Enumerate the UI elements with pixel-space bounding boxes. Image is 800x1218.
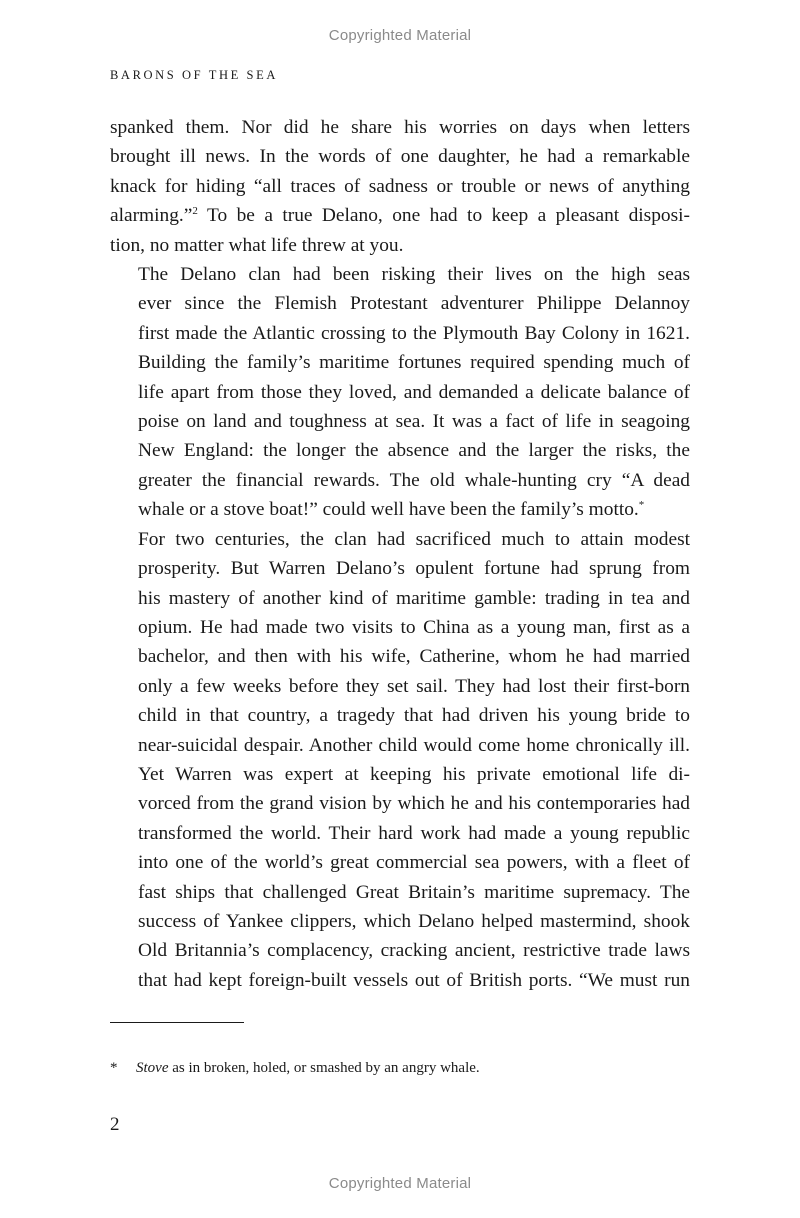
text-line: transformed the world. Their hard work had made a young republic — [138, 822, 690, 844]
text-line: tion, no matter what life threw at you. — [110, 234, 404, 256]
text-line: child in that country, a tragedy that had driven his young bride to — [138, 705, 690, 727]
footnote-term: Stove — [136, 1060, 169, 1076]
paragraph-1 — [110, 113, 690, 260]
text-line: fast ships that challenged Great Britain’s maritime supremacy. The — [138, 881, 690, 903]
footnote — [110, 1060, 480, 1077]
text-line: Yet Warren was expert at keeping his private emotional life di- — [138, 763, 690, 785]
text-fragment: To be a true Delano, one had to keep a pleasant disposi- — [206, 205, 691, 227]
text-line: opium. He had made two visits to China as a young man, first as a — [138, 616, 690, 638]
text-line: near-suicidal despair. Another child would come home chronically ill. — [138, 734, 690, 756]
text-line: spanked them. Nor did he share his worries on days when letters — [110, 117, 690, 138]
text-line: into one of the world’s great commercial sea powers, with a fleet of — [138, 852, 690, 874]
text-line — [110, 495, 690, 524]
text-line: greater the financial rewards. The old whale-hunting cry “A dead — [138, 469, 690, 491]
running-head: BARONS OF THE SEA — [110, 68, 278, 82]
page-number: 2 — [110, 1114, 120, 1135]
text-line: bachelor, and then with his wife, Catherine, whom he had married — [138, 646, 690, 668]
text-line: first made the Atlantic crossing to the Plymouth Bay Colony in 1621. — [138, 322, 690, 344]
text-line: knack for hiding “all traces of sadness or trouble or news of anything — [110, 175, 690, 197]
footnote-mark: * — [110, 1060, 118, 1076]
body-text — [110, 113, 690, 995]
text-line: life apart from those they loved, and demanded a delicate balance of — [138, 381, 690, 403]
text-line: New England: the longer the absence and the larger the risks, the — [138, 440, 690, 462]
text-fragment: whale or a stove boat!” could well have been the family’s motto. — [138, 499, 639, 521]
text-line — [110, 201, 690, 230]
text-line: Old Britannia’s complacency, cracking ancient, restrictive trade laws — [138, 940, 690, 962]
text-line: poise on land and toughness at sea. It was a fact of life in seagoing — [138, 411, 690, 433]
copyright-watermark-top: Copyrighted Material — [328, 27, 472, 44]
text-line: For two centuries, the clan had sacrificed much to attain modest — [138, 528, 690, 550]
text-line: only a few weeks before they set sail. They had lost their first-born — [138, 675, 690, 697]
endnote-reference: 2 — [192, 205, 198, 218]
paragraph-2 — [110, 260, 690, 525]
copyright-watermark-bottom: Copyrighted Material — [328, 1175, 472, 1192]
text-line: that had kept foreign-built vessels out of British ports. “We must run — [138, 969, 690, 991]
text-line: success of Yankee clippers, which Delano helped mastermind, shook — [138, 910, 690, 932]
footnote-divider — [110, 1022, 244, 1023]
text-line: Building the family’s maritime fortunes required spending much of — [138, 352, 690, 374]
text-line: vorced from the grand vision by which he and his contemporaries had — [138, 793, 690, 815]
text-line: brought ill news. In the words of one daughter, he had a remarkable — [110, 146, 690, 168]
footnote-text: as in broken, holed, or smashed by an angry whale. — [168, 1060, 480, 1076]
text-line: prosperity. But Warren Delano’s opulent fortune had sprung from — [138, 558, 690, 580]
text-line: The Delano clan had been risking their lives on the high seas — [138, 264, 690, 286]
paragraph-4 — [110, 760, 690, 995]
paragraph-3 — [110, 525, 690, 760]
footnote-reference: * — [638, 499, 645, 512]
text-line: his mastery of another kind of maritime gamble: trading in tea and — [138, 587, 690, 609]
text-line: ever since the Flemish Protestant adventurer Philippe Delannoy — [138, 293, 690, 315]
text-fragment: alarming.” — [110, 205, 193, 227]
